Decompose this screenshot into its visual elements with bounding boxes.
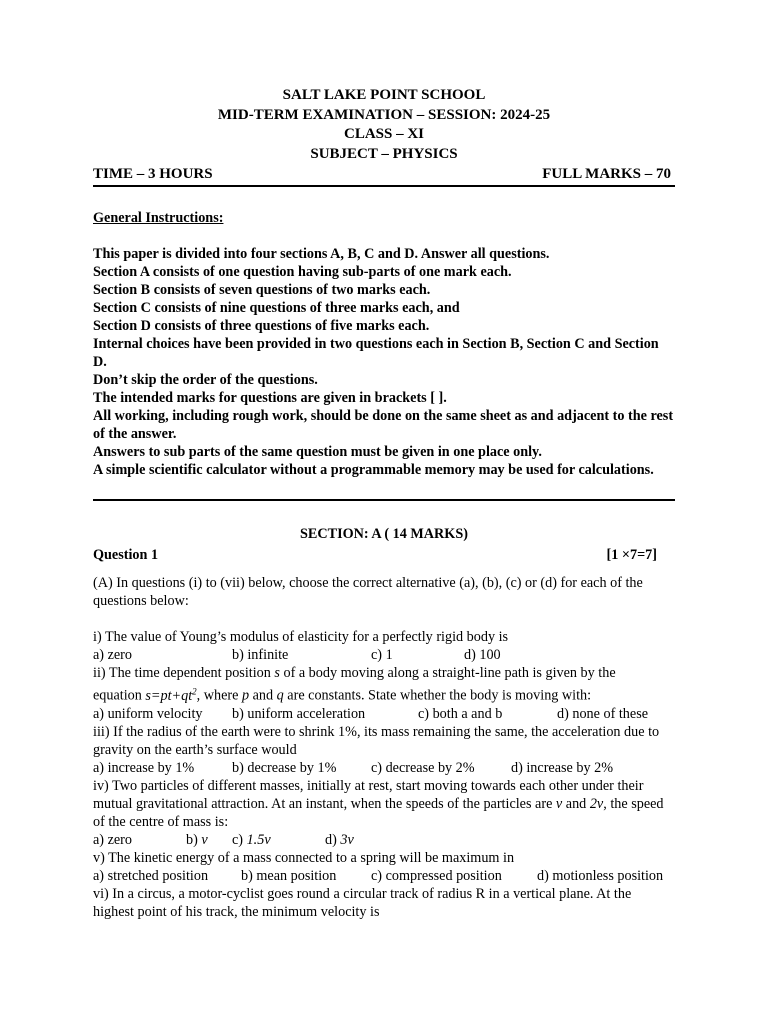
instruction-item: Section A consists of one question having sub-parts of one mark each. — [93, 264, 512, 281]
question-iv-text: , the speed of the centre of mass is: — [93, 795, 664, 830]
variable-v: v — [555, 795, 563, 812]
variable-p: p — [241, 687, 250, 704]
option-b: b) decrease by 1% — [232, 759, 337, 776]
question-ii-text: ii) The time dependent position — [93, 664, 271, 681]
question-ii-text: of a body moving along a straight-line path is given by the — [283, 664, 616, 681]
instructions-list — [93, 245, 675, 479]
question-marks: [1 ×7=7] — [606, 546, 657, 563]
option-c: c) both a and b — [418, 705, 503, 722]
question-ii-options — [93, 705, 675, 723]
question-iv-options — [93, 831, 675, 849]
exam-title: MID-TERM EXAMINATION – SESSION: 2024-25 — [217, 106, 551, 123]
question-ii-text: equation — [93, 687, 142, 704]
equation-exponent: 2 — [192, 685, 197, 696]
question-v: v) The kinetic energy of a mass connected to a spring will be maximum in — [93, 849, 515, 866]
instruction-item: Section C consists of nine questions of three marks each, and — [93, 300, 460, 317]
question-i: i) The value of Young’s modulus of elasticity for a perfectly rigid body is — [93, 628, 509, 645]
option-a: a) increase by 1% — [93, 759, 195, 776]
instructions-title: General Instructions: — [93, 210, 224, 227]
section-intro: (A) In questions (i) to (vii) below, choose the correct alternative (a), (b), (c) or (d) for each of the questions below: — [93, 574, 643, 609]
school-name: SALT LAKE POINT SCHOOL — [282, 87, 486, 103]
option-c — [232, 831, 325, 849]
option-c: c) 1 — [371, 646, 393, 663]
option-b: b) mean position — [241, 867, 337, 884]
option-c: c) compressed position — [371, 867, 502, 884]
option-d — [325, 831, 354, 849]
question-iv-text: and — [565, 795, 587, 812]
question-iv — [93, 777, 675, 831]
question-ii — [93, 664, 675, 705]
variable-q: q — [276, 687, 284, 704]
header-divider — [93, 185, 675, 187]
exam-paper — [93, 86, 675, 921]
option-c-label: c) — [232, 831, 244, 848]
option-c-value: 1.5v — [246, 831, 271, 848]
question-ii-text: and — [252, 687, 274, 704]
option-a: a) stretched position — [93, 867, 209, 884]
option-c: c) decrease by 2% — [371, 759, 475, 776]
instruction-item: The intended marks for questions are given in brackets [ ]. — [93, 390, 447, 407]
option-d-label: d) — [325, 831, 337, 848]
option-d: d) increase by 2% — [511, 759, 614, 776]
option-b: b) uniform acceleration — [232, 705, 366, 722]
option-a: a) uniform velocity — [93, 705, 203, 722]
variable-2v: 2v — [589, 795, 604, 812]
section-title: SECTION: A ( 14 MARKS) — [300, 526, 468, 543]
question-iv-text: iv) Two particles of different masses, initially at rest, start moving towards each other under their mutual gravitational attraction. At an instant, when the speeds of the particles are — [93, 777, 644, 812]
instruction-item: This paper is divided into four sections A, B, C and D. Answer all questions. — [93, 246, 550, 263]
question-iii-options — [93, 759, 675, 777]
option-a: a) zero — [93, 646, 132, 663]
instruction-item: All working, including rough work, should be done on the same sheet as and adjacent to the rest of the answer. — [93, 408, 674, 443]
instruction-item: A simple scientific calculator without a programmable memory may be used for calculations. — [93, 462, 654, 479]
question-ii-text: are constants. State whether the body is moving with: — [287, 687, 592, 704]
option-b: b) infinite — [232, 646, 289, 663]
question-iii: iii) If the radius of the earth were to shrink 1%, its mass remaining the same, the acceleration due to gravity on the earth’s surface would — [93, 723, 660, 758]
option-d: d) 100 — [464, 646, 501, 663]
subject-label: SUBJECT – PHYSICS — [310, 145, 458, 162]
question-vi: vi) In a circus, a motor-cyclist goes round a circular track of radius R in a vertical plane. At the highest point of his track, the minimum velocity is — [93, 885, 632, 920]
time-label: TIME – 3 HOURS — [93, 166, 213, 183]
equation-body: s=pt+qt — [145, 687, 193, 704]
instruction-item: Section B consists of seven questions of two marks each. — [93, 282, 431, 299]
option-b-label: b) — [186, 831, 198, 848]
question-v-options — [93, 867, 675, 885]
question-header — [93, 546, 675, 564]
question-ii-text: , where — [196, 687, 239, 704]
question-label: Question 1 — [93, 546, 159, 563]
instruction-item: Section D consists of three questions of five marks each. — [93, 318, 430, 335]
full-marks-label: FULL MARKS – 70 — [542, 166, 671, 183]
option-d: d) motionless position — [537, 867, 664, 884]
time-marks-row — [93, 165, 675, 183]
option-b — [186, 831, 232, 849]
instructions-divider — [93, 499, 675, 501]
option-d-value: 3v — [340, 831, 354, 848]
instruction-item: Answers to sub parts of the same question must be given in one place only. — [93, 444, 542, 461]
option-b-value: v — [201, 831, 208, 848]
question-i-options — [93, 646, 675, 664]
option-a: a) zero — [93, 831, 132, 848]
class-label: CLASS – XI — [343, 126, 425, 143]
instruction-item: Internal choices have been provided in two questions each in Section B, Section C and Section D. — [93, 336, 659, 371]
instruction-item: Don’t skip the order of the questions. — [93, 372, 318, 389]
equation — [145, 685, 197, 704]
option-d: d) none of these — [557, 705, 649, 722]
variable-s: s — [274, 664, 280, 681]
